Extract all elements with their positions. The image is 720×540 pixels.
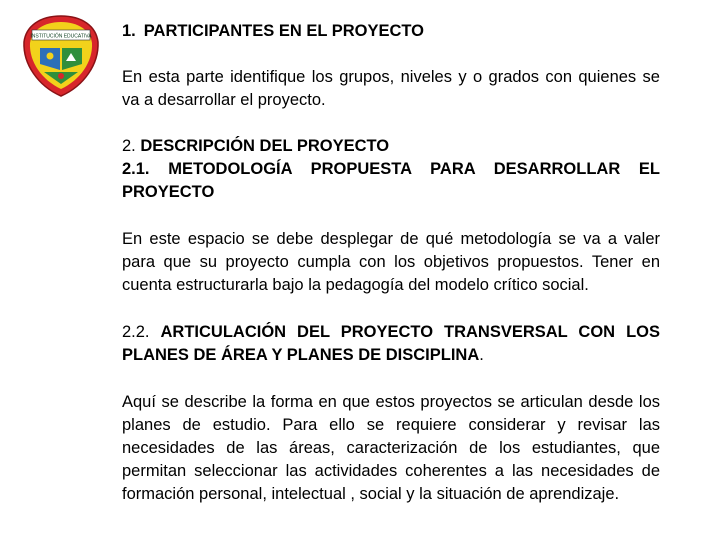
section-1-title: PARTICIPANTES EN EL PROYECTO bbox=[143, 22, 424, 40]
section-2-number: 2. bbox=[122, 137, 136, 155]
crest-banner-text: INSTITUCIÓN EDUCATIVA bbox=[30, 33, 92, 40]
section-2-2-heading bbox=[122, 321, 660, 367]
section-2-2-period: . bbox=[479, 346, 484, 364]
section-2-1-body: En este espacio se debe desplegar de qué metodología se va a valer para que su proyecto cumpla con los objetivos propuestos. Tener en cuenta estructurarla bajo la pedagogía del modelo crítico social. bbox=[122, 230, 660, 294]
section-2-1-heading: 2.1. METODOLOGÍA PROPUESTA PARA DESARROLLAR EL PROYECTO bbox=[122, 160, 660, 201]
section-2-title: DESCRIPCIÓN DEL PROYECTO bbox=[140, 137, 390, 155]
section-1-number: 1. bbox=[122, 22, 136, 40]
crest-sun-icon bbox=[47, 53, 54, 60]
section-2-2-body: Aquí se describe la forma en que estos proyectos se articulan desde los planes de estudio. Para ello se requiere considerar y revisar las necesidades de las áreas, caracterización de los estudiantes, que permitan seleccionar las actividades coherentes a las necesidades de formación personal, intelectual , social y la situación de aprendizaje. bbox=[122, 393, 660, 503]
section-1-body: En esta parte identifique los grupos, niveles y o grados con quienes se va a desarrollar el proyecto. bbox=[122, 68, 660, 109]
section-2-2-title: ARTICULACIÓN DEL PROYECTO TRANSVERSAL CON LOS PLANES DE ÁREA Y PLANES DE DISCIPLINA bbox=[122, 323, 660, 364]
section-2-heading bbox=[122, 135, 660, 158]
section-1-heading bbox=[122, 20, 660, 43]
section-2-2-number: 2.2. bbox=[122, 323, 150, 341]
school-crest-logo bbox=[20, 14, 102, 98]
